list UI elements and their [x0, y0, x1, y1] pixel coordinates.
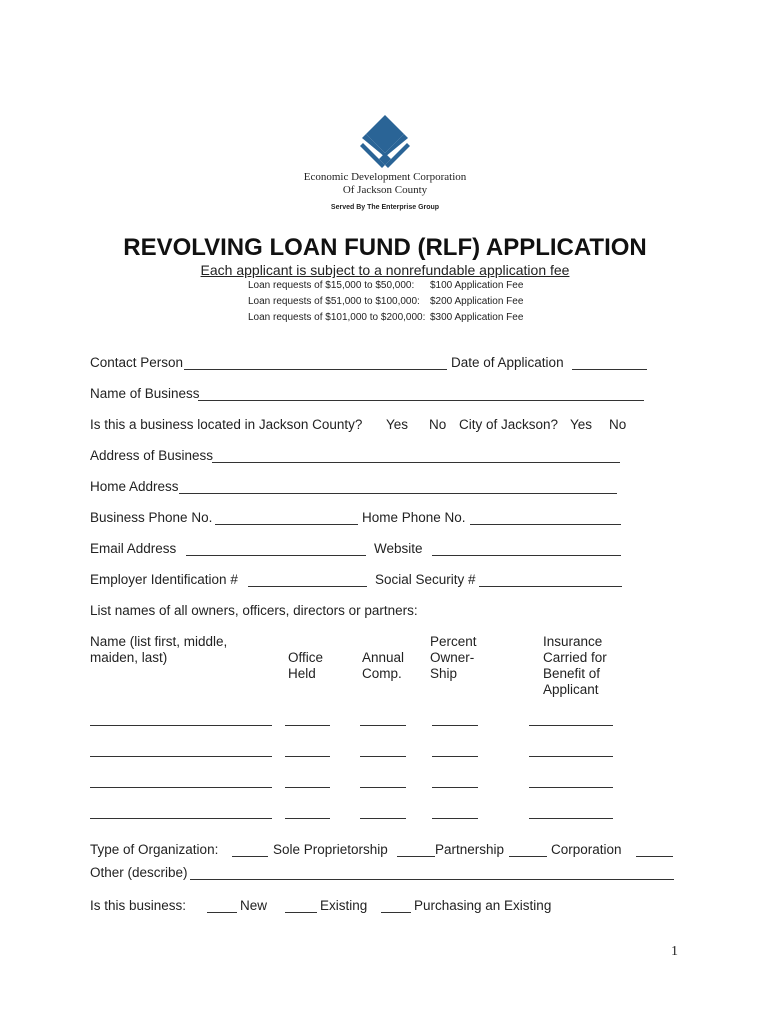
owner-office-field[interactable] — [285, 725, 330, 726]
owner-percent-field[interactable] — [432, 787, 478, 788]
owner-percent-field[interactable] — [432, 756, 478, 757]
owners-list-instruction: List names of all owners, officers, directors or partners: — [90, 603, 418, 618]
owner-office-field[interactable] — [285, 818, 330, 819]
fee-notice: Each applicant is subject to a nonrefundable application fee — [200, 262, 570, 278]
page-number: 1 — [671, 944, 678, 959]
jackson-county-yes[interactable]: Yes — [386, 417, 409, 432]
other-describe-label: Other (describe) — [90, 865, 188, 880]
owner-name-field[interactable] — [90, 725, 272, 726]
corporation-extra-field[interactable] — [636, 856, 673, 857]
owner-insurance-field[interactable] — [529, 756, 613, 757]
fee-range-2: Loan requests of $51,000 to $100,000: — [248, 296, 420, 307]
existing-field[interactable] — [285, 912, 317, 913]
home-phone-label: Home Phone No. — [362, 510, 466, 525]
purchasing-field[interactable] — [381, 912, 411, 913]
name-of-business-label: Name of Business — [90, 386, 200, 401]
contact-person-label: Contact Person — [90, 355, 184, 370]
partnership-label: Partnership — [435, 842, 505, 857]
type-of-organization-label: Type of Organization: — [90, 842, 219, 857]
sole-proprietorship-field[interactable] — [232, 856, 268, 857]
sole-proprietorship-label: Sole Proprietorship — [273, 842, 388, 857]
owner-insurance-field[interactable] — [529, 725, 613, 726]
partnership-field[interactable] — [397, 856, 435, 857]
org-name-line1: Economic Development Corporation — [303, 171, 467, 183]
email-address-field[interactable] — [186, 555, 366, 556]
employer-id-field[interactable] — [248, 586, 367, 587]
existing-label: Existing — [320, 898, 368, 913]
served-by: Served By The Enterprise Group — [330, 204, 440, 211]
business-phone-field[interactable] — [215, 524, 358, 525]
contact-person-field[interactable] — [184, 369, 447, 370]
address-of-business-label: Address of Business — [90, 448, 214, 463]
new-field[interactable] — [207, 912, 237, 913]
owner-insurance-field[interactable] — [529, 818, 613, 819]
city-of-jackson-question: City of Jackson? — [459, 417, 559, 432]
corporation-label: Corporation — [551, 842, 622, 857]
date-of-application-label: Date of Application — [451, 355, 564, 370]
website-field[interactable] — [432, 555, 621, 556]
col-comp-header: Annual Comp. — [362, 650, 405, 681]
business-status-label: Is this business: — [90, 898, 187, 913]
social-security-field[interactable] — [479, 586, 622, 587]
jackson-county-question: Is this a business located in Jackson County? — [90, 417, 363, 432]
corporation-field[interactable] — [509, 856, 547, 857]
col-office-header: Office Held — [288, 650, 324, 681]
owner-insurance-field[interactable] — [529, 787, 613, 788]
home-address-label: Home Address — [90, 479, 179, 494]
owner-name-field[interactable] — [90, 818, 272, 819]
owner-percent-field[interactable] — [432, 818, 478, 819]
home-phone-field[interactable] — [470, 524, 621, 525]
owner-office-field[interactable] — [285, 787, 330, 788]
col-name-header: Name (list first, middle, maiden, last) — [90, 634, 228, 665]
edc-logo-icon — [355, 113, 415, 173]
email-address-label: Email Address — [90, 541, 177, 556]
owner-name-field[interactable] — [90, 756, 272, 757]
owner-comp-field[interactable] — [360, 725, 406, 726]
owner-comp-field[interactable] — [360, 787, 406, 788]
owner-percent-field[interactable] — [432, 725, 478, 726]
fee-amount-1: $100 Application Fee — [430, 280, 524, 291]
col-insurance-header: Insurance Carried for Benefit of Applicant — [543, 634, 607, 697]
new-label: New — [240, 898, 268, 913]
city-of-jackson-no[interactable]: No — [609, 417, 627, 432]
org-name-line2: Of Jackson County — [342, 184, 428, 196]
other-describe-field[interactable] — [190, 879, 674, 880]
fee-range-3: Loan requests of $101,000 to $200,000: — [248, 312, 426, 323]
owner-comp-field[interactable] — [360, 818, 406, 819]
business-phone-label: Business Phone No. — [90, 510, 213, 525]
owner-office-field[interactable] — [285, 756, 330, 757]
name-of-business-field[interactable] — [198, 400, 644, 401]
owner-name-field[interactable] — [90, 787, 272, 788]
address-of-business-field[interactable] — [212, 462, 620, 463]
social-security-label: Social Security # — [375, 572, 476, 587]
page-title: REVOLVING LOAN FUND (RLF) APPLICATION — [123, 234, 647, 261]
owner-comp-field[interactable] — [360, 756, 406, 757]
city-of-jackson-yes[interactable]: Yes — [570, 417, 593, 432]
website-label: Website — [374, 541, 423, 556]
col-percent-header: Percent Owner- Ship — [430, 634, 477, 681]
purchasing-label: Purchasing an Existing — [414, 898, 552, 913]
employer-id-label: Employer Identification # — [90, 572, 238, 587]
fee-amount-2: $200 Application Fee — [430, 296, 524, 307]
jackson-county-no[interactable]: No — [429, 417, 447, 432]
fee-amount-3: $300 Application Fee — [430, 312, 524, 323]
fee-range-1: Loan requests of $15,000 to $50,000: — [248, 280, 415, 291]
home-address-field[interactable] — [179, 493, 617, 494]
date-of-application-field[interactable] — [572, 369, 647, 370]
